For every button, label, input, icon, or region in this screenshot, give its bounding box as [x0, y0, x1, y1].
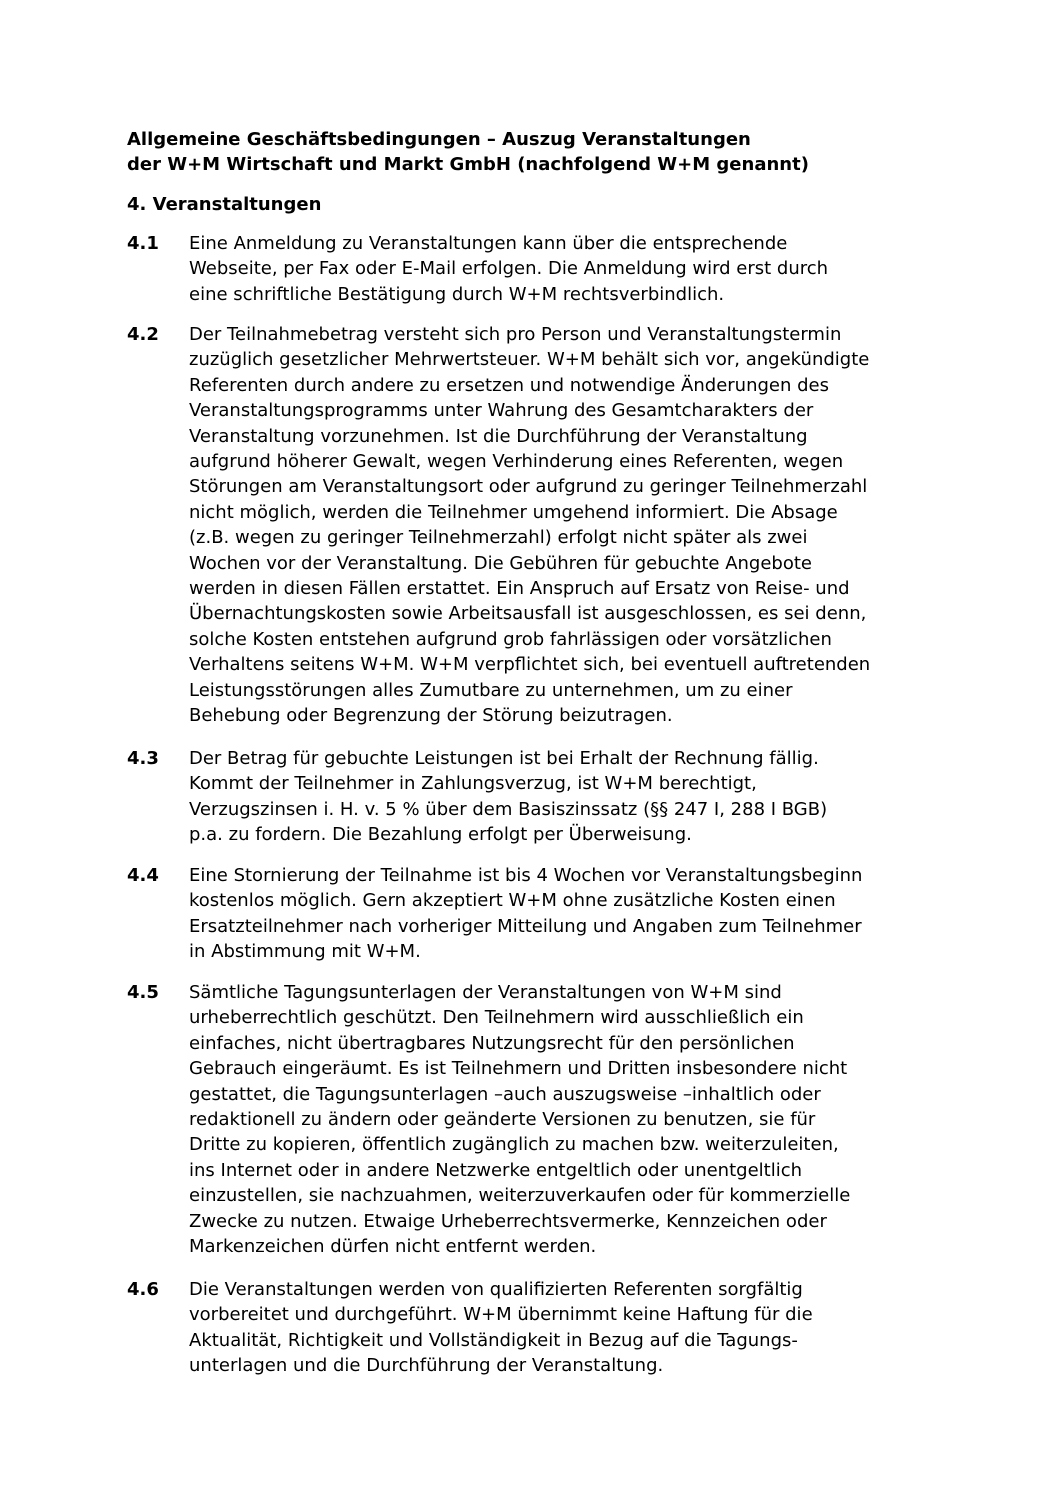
clause-line: Webseite, per Fax oder E-Mail erfolgen. Die Anmeldung wird erst durch [189, 258, 829, 280]
clause-number: 4.1 [127, 233, 159, 254]
clause-line: Leistungsstörungen alles Zumutbare zu unternehmen, um zu einer [189, 679, 793, 701]
clause-line: Störungen am Veranstaltungsort oder aufgrund zu geringer Teilnehmerzahl [189, 476, 868, 498]
clause-line: Der Teilnahmebetrag versteht sich pro Person und Veranstaltungstermin [189, 324, 842, 345]
document-title [127, 127, 967, 177]
clause-line: Die Veranstaltungen werden von qualifizierten Referenten sorgfältig [189, 1279, 803, 1300]
clause-line: (z.B. wegen zu geringer Teilnehmerzahl) erfolgt nicht später als zwei [189, 527, 808, 549]
clause-line: Verzugszinsen i. H. v. 5 % über dem Basiszinssatz (§§ 247 I, 288 I BGB) [189, 798, 828, 820]
clause-text [189, 1277, 949, 1379]
clause-line: zuzüglich gesetzlicher Mehrwertsteuer. W+M behält sich vor, angekündigte [189, 349, 870, 371]
clause-line: in Abstimmung mit W+M. [189, 941, 421, 963]
clause-line: einfaches, nicht übertragbares Nutzungsrecht für den persönlichen [189, 1032, 795, 1054]
clause-line: einzustellen, sie nachzuahmen, weiterzuverkaufen oder für kommerzielle [189, 1185, 851, 1207]
clause-line: solche Kosten entstehen aufgrund grob fahrlässigen oder vorsätzlichen [189, 628, 832, 650]
clause-line: redaktionell zu ändern oder geänderte Versionen zu benutzen, sie für [189, 1109, 816, 1131]
clause-line: Eine Stornierung der Teilnahme ist bis 4 Wochen vor Veranstaltungsbeginn [189, 865, 863, 886]
clause-line: ins Internet oder in andere Netzwerke entgeltlich oder unentgeltlich [189, 1159, 803, 1181]
clause-line: Zwecke zu nutzen. Etwaige Urheberrechtsvermerke, Kennzeichen oder [189, 1210, 827, 1232]
title-line-1: Allgemeine Geschäftsbedingungen – Auszug Veranstaltungen [127, 129, 751, 150]
clause-line: Veranstaltung vorzunehmen. Ist die Durchführung der Veranstaltung [189, 425, 808, 447]
clause-line: Referenten durch andere zu ersetzen und notwendige Änderungen des [189, 374, 829, 396]
clause-line: p.a. zu fordern. Die Bezahlung erfolgt per Überweisung. [189, 824, 692, 846]
clause-text [189, 322, 949, 729]
title-line-2: der W+M Wirtschaft und Markt GmbH (nachfolgend W+M genannt) [127, 154, 809, 175]
clause-line: Markenzeichen dürfen nicht entfernt werden. [189, 1236, 597, 1258]
section-heading: 4. Veranstaltungen [127, 194, 322, 215]
clause-line: Behebung oder Begrenzung der Störung beizutragen. [189, 705, 673, 727]
clause-line: nicht möglich, werden die Teilnehmer umgehend informiert. Die Absage [189, 501, 838, 523]
clause-line: aufgrund höherer Gewalt, wegen Verhinderung eines Referenten, wegen [189, 451, 844, 473]
clause-line: Sämtliche Tagungsunterlagen der Veranstaltungen von W+M sind [189, 982, 782, 1003]
clause-text [189, 980, 949, 1259]
clause-number: 4.2 [127, 324, 159, 345]
clause-line: Kommt der Teilnehmer in Zahlungsverzug, ist W+M berechtigt, [189, 773, 757, 795]
clause-number: 4.6 [127, 1279, 159, 1300]
clause-line: Verhaltens seitens W+M. W+M verpflichtet sich, bei eventuell auftretenden [189, 654, 871, 676]
clause-text [189, 231, 949, 307]
clause-line: Übernachtungskosten sowie Arbeitsausfall ist ausgeschlossen, es sei denn, [189, 603, 867, 625]
clause-line: Der Betrag für gebuchte Leistungen ist bei Erhalt der Rechnung fällig. [189, 748, 819, 769]
clause-number: 4.5 [127, 982, 159, 1003]
clause-line: urheberrechtlich geschützt. Den Teilnehmern wird ausschließlich ein [189, 1007, 804, 1029]
clause-line: Veranstaltungsprogramms unter Wahrung des Gesamtcharakters der [189, 400, 814, 422]
clause-number: 4.4 [127, 865, 159, 886]
clause-line: eine schriftliche Bestätigung durch W+M rechtsverbindlich. [189, 283, 725, 305]
clause-number: 4.3 [127, 748, 159, 769]
clause-line: Wochen vor der Veranstaltung. Die Gebühren für gebuchte Angebote [189, 552, 812, 574]
clause-line: werden in diesen Fällen erstattet. Ein Anspruch auf Ersatz von Reise- und [189, 578, 850, 600]
clause-line: gestattet, die Tagungsunterlagen –auch auszugsweise –inhaltlich oder [189, 1083, 821, 1105]
clause-line: kostenlos möglich. Gern akzeptiert W+M ohne zusätzliche Kosten einen [189, 890, 836, 912]
clause-line: Ersatzteilnehmer nach vorheriger Mitteilung und Angaben zum Teilnehmer [189, 915, 862, 937]
clause-line: Dritte zu kopieren, öffentlich zugänglich zu machen bzw. weiterzuleiten, [189, 1134, 839, 1156]
clause-line: Aktualität, Richtigkeit und Vollständigkeit in Bezug auf die Tagungs- [189, 1329, 798, 1351]
clause-line: Eine Anmeldung zu Veranstaltungen kann über die entsprechende [189, 233, 788, 254]
clause-text [189, 746, 949, 848]
clause-line: unterlagen und die Durchführung der Veranstaltung. [189, 1355, 664, 1377]
clause-text [189, 863, 949, 965]
clause-line: Gebrauch eingeräumt. Es ist Teilnehmern und Dritten insbesondere nicht [189, 1058, 848, 1080]
clause-line: vorbereitet und durchgeführt. W+M übernimmt keine Haftung für die [189, 1304, 813, 1326]
